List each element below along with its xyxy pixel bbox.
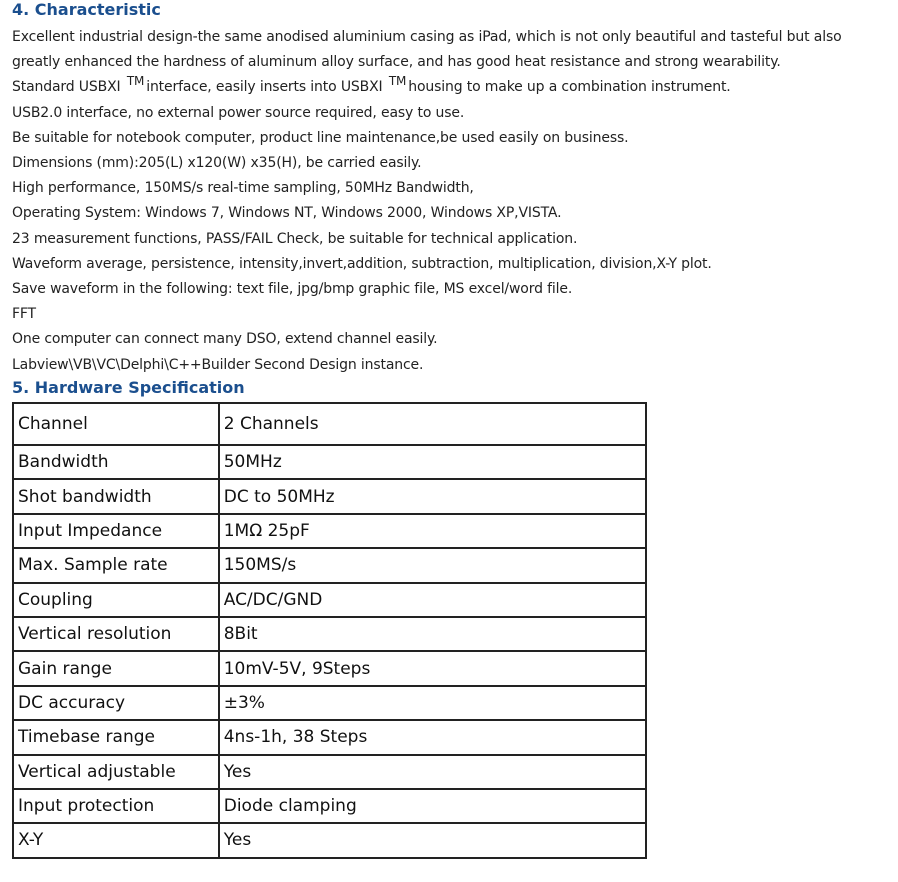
spec-value: DC to 50MHz [219, 479, 646, 513]
characteristic-list [12, 25, 890, 378]
spec-value: 2 Channels [219, 403, 646, 445]
characteristic-line: Be suitable for notebook computer, product line maintenance,be used easily on business. [12, 129, 629, 146]
usbxi-middle: interface, easily inserts into USBXI [146, 79, 383, 96]
spec-value: 1MΩ 25pF [219, 514, 646, 548]
table-row [13, 548, 646, 582]
trademark-mark: TM [388, 74, 407, 89]
table-row [13, 755, 646, 789]
characteristic-line: Save waveform in the following: text file, jpg/bmp graphic file, MS excel/word file. [12, 281, 573, 298]
table-row [13, 823, 646, 857]
spec-value: 4ns-1h, 38 Steps [219, 720, 646, 754]
usbxi-suffix: housing to make up a combination instrument. [408, 79, 731, 96]
characteristic-line: Waveform average, persistence, intensity,invert,addition, subtraction, multiplication, division,X-Y plot. [12, 255, 712, 272]
table-row [13, 445, 646, 479]
spec-value: ±3% [219, 686, 646, 720]
characteristic-line: Operating System: Windows 7, Windows NT, Windows 2000, Windows XP,VISTA. [12, 205, 562, 222]
spec-label: DC accuracy [13, 686, 219, 720]
spec-label: Timebase range [13, 720, 219, 754]
spec-value: Yes [219, 755, 646, 789]
table-row [13, 686, 646, 720]
characteristic-intro: Excellent industrial design-the same anodised aluminium casing as iPad, which is not only beautiful and tasteful but also greatly enhanced the hardness of aluminum alloy surface, and has good heat resistance and strong wearability. [12, 29, 842, 71]
spec-label: Max. Sample rate [13, 548, 219, 582]
characteristic-line: USB2.0 interface, no external power source required, easy to use. [12, 104, 465, 121]
table-row [13, 789, 646, 823]
spec-label: X-Y [13, 823, 219, 857]
trademark-mark: TM [126, 74, 145, 89]
spec-value: 50MHz [219, 445, 646, 479]
spec-label: Vertical adjustable [13, 755, 219, 789]
spec-value: AC/DC/GND [219, 583, 646, 617]
table-row [13, 617, 646, 651]
spec-label: Gain range [13, 651, 219, 685]
characteristic-line: High performance, 150MS/s real-time sampling, 50MHz Bandwidth, [12, 180, 474, 197]
characteristic-line: One computer can connect many DSO, extend channel easily. [12, 331, 438, 348]
hardware-specification-heading: 5. Hardware Specification [12, 378, 245, 397]
characteristic-line: 23 measurement functions, PASS/FAIL Check, be suitable for technical application. [12, 230, 578, 247]
spec-label: Input Impedance [13, 514, 219, 548]
spec-label: Shot bandwidth [13, 479, 219, 513]
hardware-spec-table [12, 402, 647, 859]
spec-value: 8Bit [219, 617, 646, 651]
table-row [13, 583, 646, 617]
spec-label: Bandwidth [13, 445, 219, 479]
spec-label: Coupling [13, 583, 219, 617]
spec-value: 10mV-5V, 9Steps [219, 651, 646, 685]
spec-label: Input protection [13, 789, 219, 823]
usbxi-prefix: Standard USBXI [12, 79, 121, 96]
spec-value: 150MS/s [219, 548, 646, 582]
characteristic-heading: 4. Characteristic [12, 0, 161, 19]
table-row [13, 651, 646, 685]
spec-value: Diode clamping [219, 789, 646, 823]
spec-value: Yes [219, 823, 646, 857]
table-row [13, 720, 646, 754]
spec-label: Vertical resolution [13, 617, 219, 651]
spec-label: Channel [13, 403, 219, 445]
table-row [13, 403, 646, 445]
table-row [13, 479, 646, 513]
characteristic-line: FFT [12, 306, 36, 323]
table-row [13, 514, 646, 548]
characteristic-usbxi-line [12, 75, 890, 100]
characteristic-line: Labview\VB\VC\Delphi\C++Builder Second Design instance. [12, 356, 424, 373]
characteristic-line: Dimensions (mm):205(L) x120(W) x35(H), be carried easily. [12, 155, 422, 172]
